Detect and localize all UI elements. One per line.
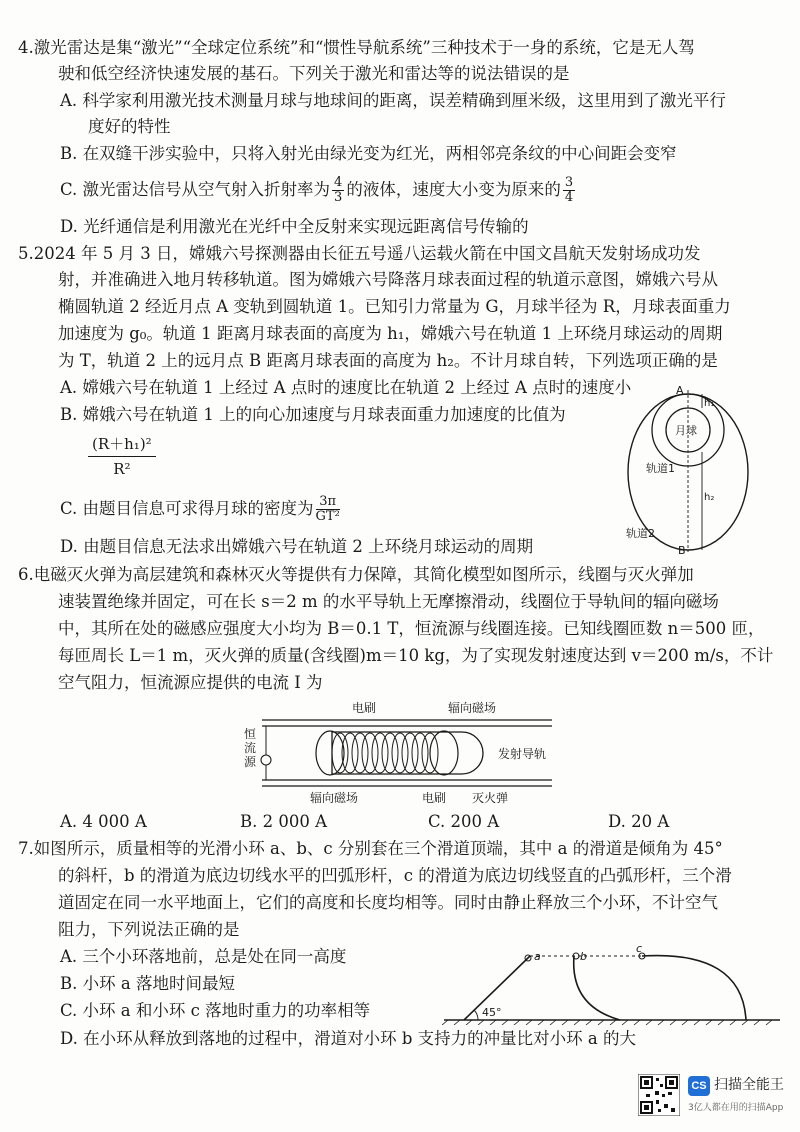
q7-stem-line-3: 道固定在同一水平地面上，它们的高度和长度均相等。同时由静止释放三个小环，不计空气 — [58, 893, 718, 912]
q4-option-d: D. 光纤通信是利用激光在光纤中全反射来实现远距离信号传输的 — [60, 217, 529, 236]
speed-ratio-fraction: $\frac{3}{4}$ — [564, 175, 574, 205]
track-b-concave — [574, 956, 620, 1020]
moon-label: 月球 — [675, 424, 697, 437]
q7-option-d: D. 在小环从释放到落地的过程中，滑道对小环 b 支持力的冲量比对小环 a 的大 — [60, 1029, 637, 1048]
angle-label: 45° — [482, 1006, 502, 1019]
launcher-diagram — [222, 698, 562, 808]
q5-option-b-fraction — [88, 432, 156, 481]
field-bottom-label: 辐向磁场 — [310, 791, 359, 805]
orbit-2-label: 轨道2 — [626, 527, 655, 540]
q6-stem-line-4: 每匝周长 L＝1 m，灭火弹的质量(含线圈)m＝10 kg，为了实现发射速度达到 v＝200 m/s，不计 — [58, 646, 774, 665]
q5-fraction-denominator: R² — [113, 460, 131, 478]
h1-label: h₁ — [704, 398, 715, 409]
orbit-diagram — [620, 382, 760, 557]
q5-option-a: A. 嫦娥六号在轨道 1 上经过 A 点时的速度比在轨道 2 上经过 A 点时的速度小 — [60, 378, 632, 397]
q5-stem-line-4: 加速度为 g₀。轨道 1 距离月球表面的高度为 h₁，嫦娥六号在轨道 1 上环绕月球运动的周期 — [58, 324, 723, 343]
angle-arc — [474, 1010, 478, 1020]
q4-option-c: C. 激光雷达信号从空气射入折射率为 $\frac{4}{3}$ 的液体，速度大小变为原来的 $\frac{3}{4}$ — [60, 175, 574, 205]
q6-option-d: D. 20 A — [608, 812, 670, 831]
q6-option-a: A. 4 000 A — [60, 812, 147, 831]
q5-stem-line-1: 5.2024 年 5 月 3 日，嫦娥六号探测器由长征五号遥八运载火箭在中国文昌航天发射场成功发 — [18, 244, 701, 263]
source-label-3: 源 — [244, 755, 257, 769]
coil-windings — [332, 733, 438, 773]
source-label-2: 流 — [244, 741, 257, 755]
q6-stem-line-3: 中，其所在处的磁感应强度大小均为 B＝0.1 T，恒流源与线圈连接。已知线圈匝数 n＝500 匝， — [58, 619, 765, 638]
q7-stem-line-1: 7.如图所示，质量相等的光滑小环 a、b、c 分别套在三个滑道顶端，其中 a 的滑道是倾角为 45° — [18, 839, 723, 858]
q6-option-c: C. 200 A — [428, 812, 500, 831]
ring-b-label: b — [580, 950, 587, 963]
ring-c-label: c — [636, 942, 643, 955]
qr-code — [638, 1074, 680, 1116]
refraction-index-fraction: $\frac{4}{3}$ — [334, 175, 343, 205]
q6-stem-line-2: 速装置绝缘并固定，可在长 s＝2 m 的水平导轨上无摩擦滑动，线圈位于导轨间的辐向磁场 — [58, 592, 719, 611]
q5-stem-line-5: 为 T，轨道 2 上的远月点 B 距离月球表面的高度为 h₂。不计月球自转，下列选项正确的是 — [58, 351, 718, 370]
q7-stem-line-2: 的斜杆，b 的滑道为底边切线水平的凹弧形杆，c 的滑道为底边切线竖直的凸弧形杆，三个滑 — [58, 866, 732, 885]
q4-stem-line-2: 驶和低空经济快速发展的基石。下列关于激光和雷达等的说法错误的是 — [58, 64, 570, 83]
field-magnet-right — [430, 731, 458, 775]
q4-option-b: B. 在双缝干涉实验中，只将入射光由绿光变为红光，两相邻亮条纹的中心间距会变窄 — [60, 144, 677, 163]
q5-option-b: B. 嫦娥六号在轨道 1 上的向心加速度与月球表面重力加速度的比值为 — [60, 405, 566, 424]
q7-stem-line-4: 阻力，下列说法正确的是 — [58, 920, 240, 939]
point-a-label: A — [676, 384, 684, 397]
q6-option-b: B. 2 000 A — [240, 812, 328, 831]
rail-label: 发射导轨 — [498, 747, 547, 761]
current-source-symbol — [261, 755, 271, 765]
q4-stem-line-1: 4.激光雷达是集“激光”“全球定位系统”和“惯性导航系统”三种技术于一身的系统，它是无人驾 — [18, 38, 695, 57]
slide-tracks-diagram — [442, 940, 782, 1025]
h2-label: h₂ — [704, 492, 715, 503]
field-top-label: 辐向磁场 — [448, 701, 497, 715]
q4-option-a-cont: 度好的特性 — [88, 117, 171, 136]
point-b-label: B — [678, 544, 686, 557]
q6-stem-line-5: 空气阻力，恒流源应提供的电流 I 为 — [58, 673, 323, 692]
camscanner-logo: CS — [688, 1076, 710, 1096]
brush-bottom-label: 电刷 — [422, 791, 447, 805]
q5-stem-line-2: 射，并准确进入地月转移轨道。图为嫦娥六号降落月球表面过程的轨道示意图，嫦娥六号从 — [58, 270, 718, 289]
q6-stem-line-1: 6.电磁灭火弹为高层建筑和森林灭火等提供有力保障，其简化模型如图所示，线圈与灭火弹加 — [18, 565, 694, 584]
track-c-convex — [642, 956, 746, 1020]
source-label-1: 恒 — [244, 727, 257, 741]
scanner-brand-name: 扫描全能王 — [714, 1077, 784, 1093]
q7-option-c: C. 小环 a 和小环 c 落地时重力的功率相等 — [60, 1001, 371, 1020]
bomb-label: 灭火弹 — [472, 791, 509, 805]
q4-option-a: A. 科学家利用激光技术测量月球与地球间的距离，误差精确到厘米级，这里用到了激光平行 — [60, 91, 726, 110]
ground-hatching — [442, 1020, 772, 1025]
orbit-1-label: 轨道1 — [646, 462, 675, 475]
ring-a-label: a — [534, 950, 541, 963]
q7-option-a: A. 三个小环落地前，总是处在同一高度 — [60, 947, 347, 966]
q5-stem-line-3: 椭圆轨道 2 经近月点 A 变轨到圆轨道 1。已知引力常量为 G，月球半径为 R，月球表面重力 — [58, 297, 731, 316]
field-magnet-left — [316, 731, 344, 775]
q5-option-d: D. 由题目信息无法求出嫦娥六号在轨道 2 上环绕月球运动的周期 — [60, 537, 534, 556]
brush-top-label: 电刷 — [352, 701, 377, 715]
q7-option-b: B. 小环 a 落地时间最短 — [60, 974, 235, 993]
scanner-tagline: 3亿人都在用的扫描App — [688, 1103, 784, 1113]
q5-fraction-numerator: (R＋h₁)² — [88, 432, 156, 457]
moon-density-fraction: $\frac{3\pi}{\text{GT²}}$ — [315, 494, 340, 524]
q5-option-c: C. 由题目信息可求得月球的密度为 $\frac{3\pi}{\text{GT²}}$ — [60, 494, 340, 524]
